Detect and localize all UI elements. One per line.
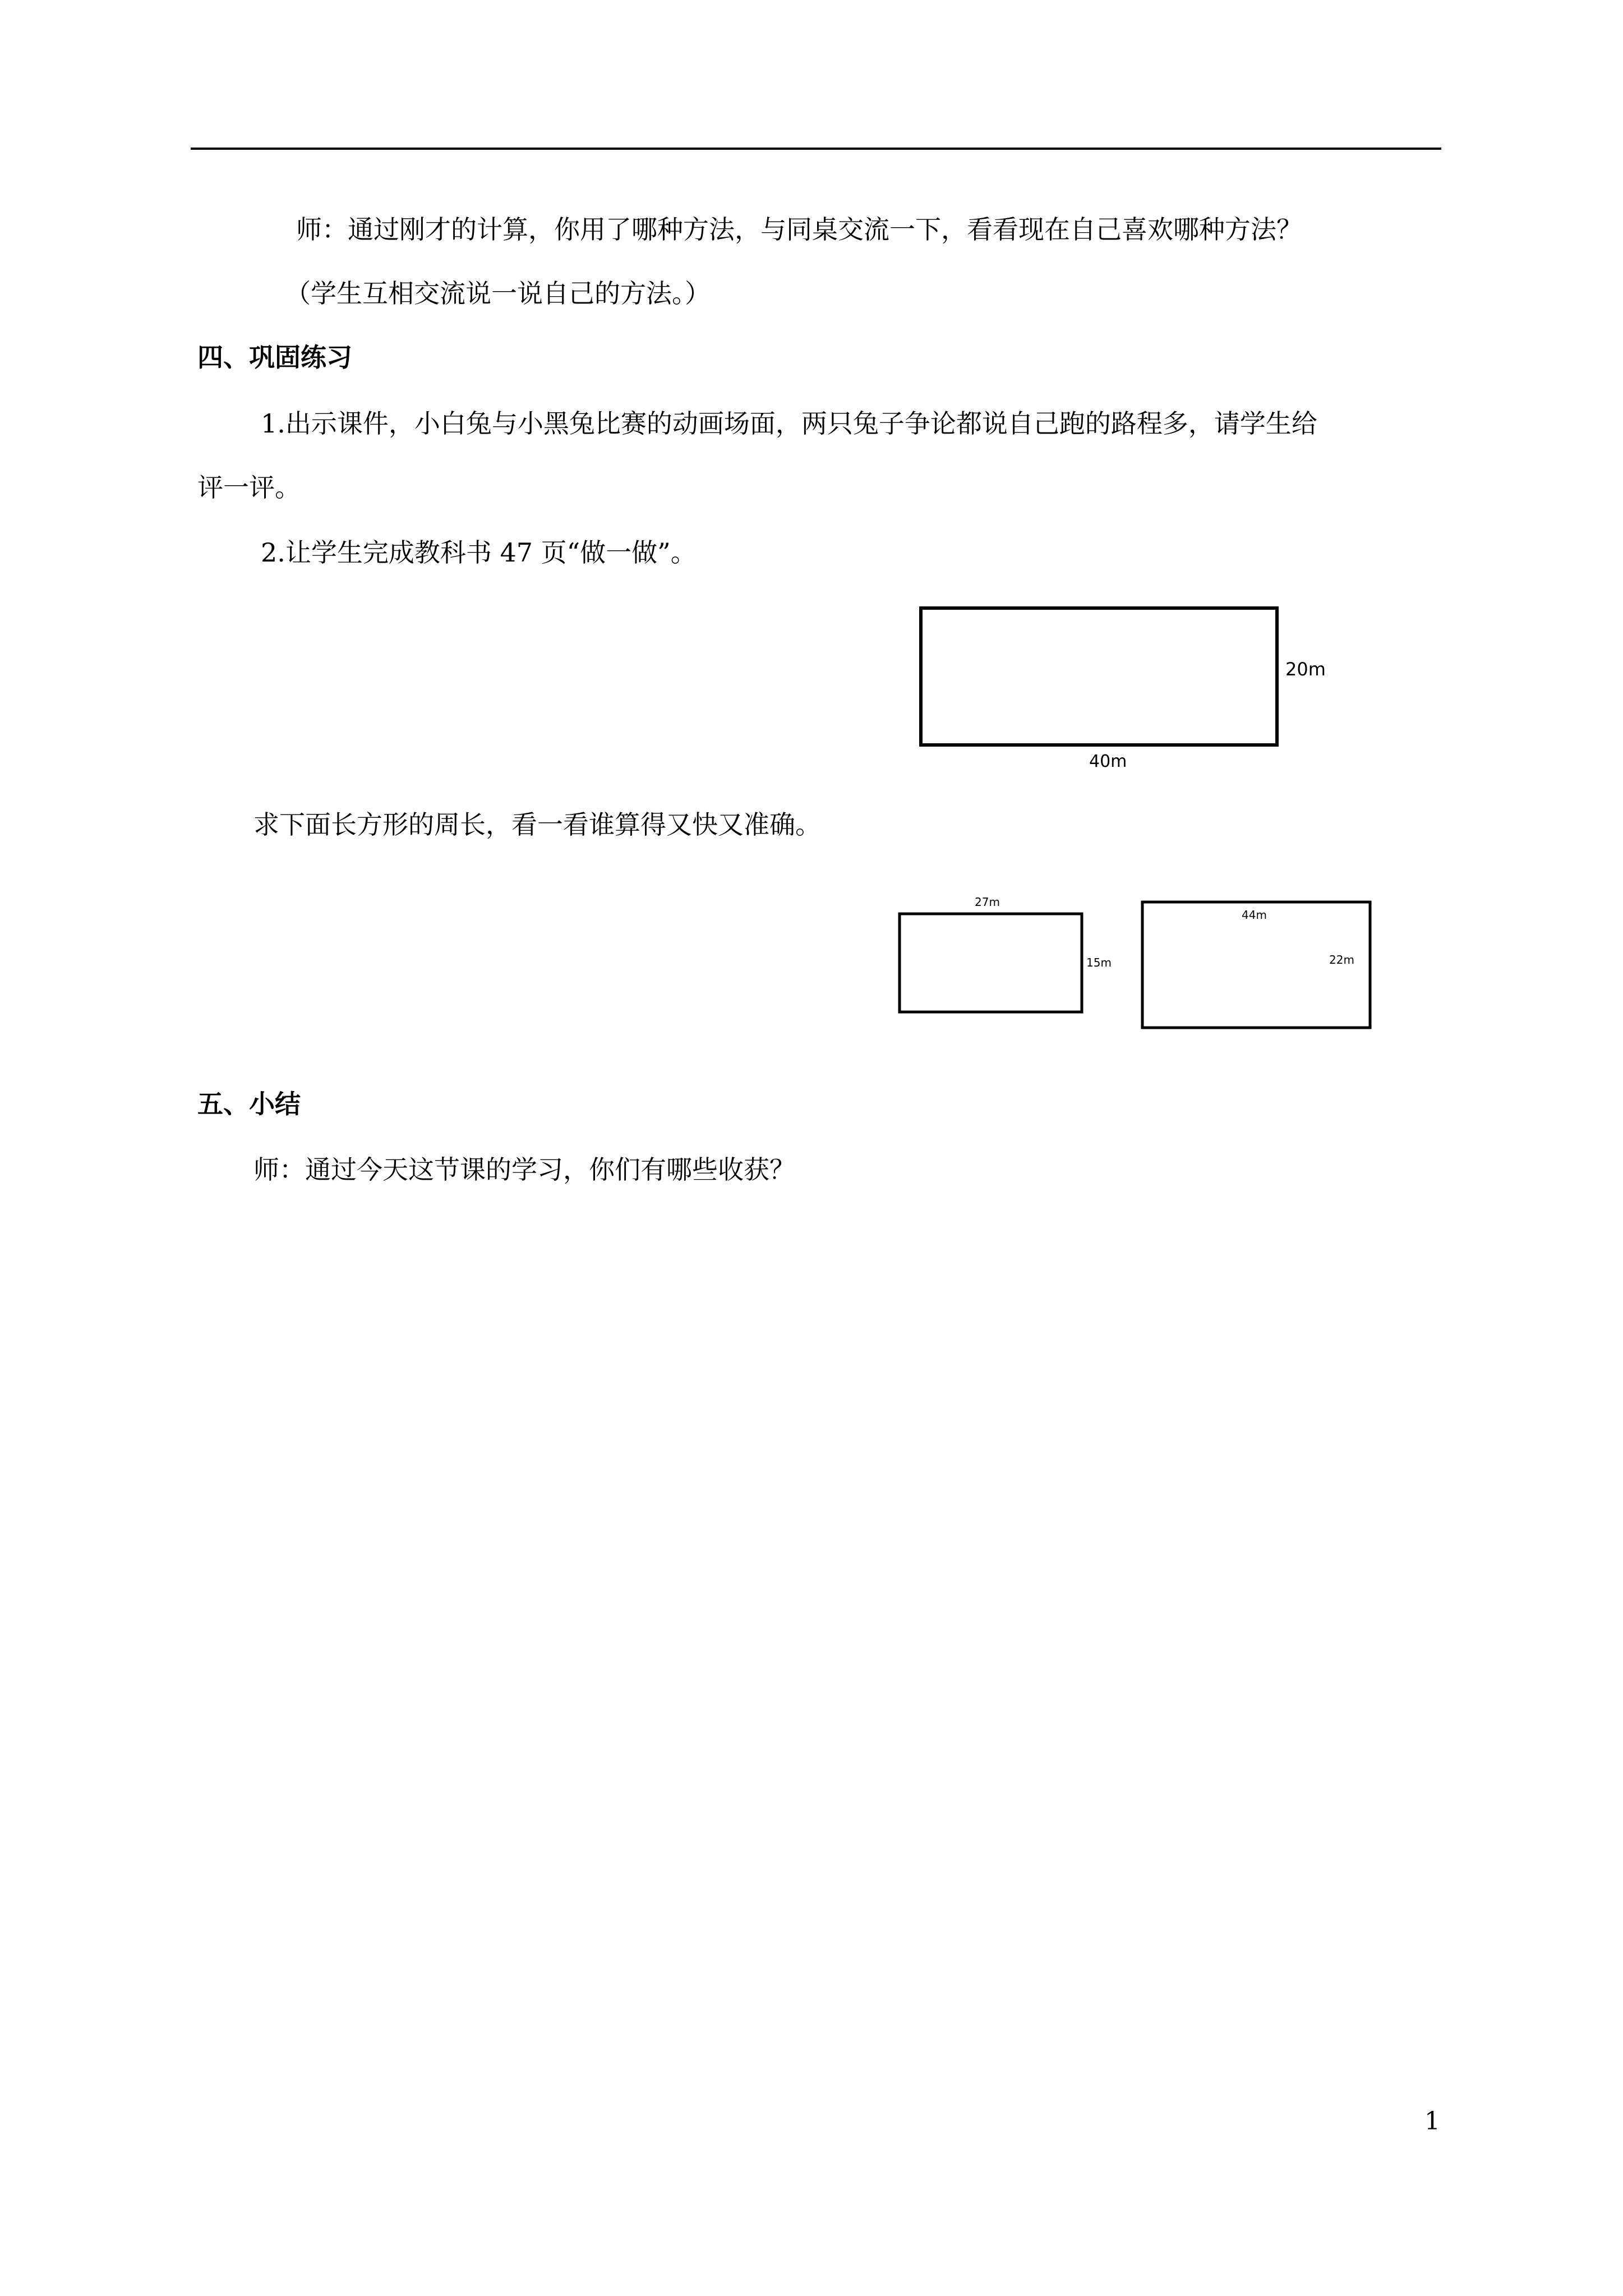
rectangle-figure-27x15 [886,886,1133,1021]
section-5-heading: 五、小结 [197,1089,301,1119]
student-exchange-note: （学生互相交流说一说自己的方法。） [285,278,711,309]
rectangle-figure-44x22 [1127,886,1374,1038]
page-number: 1 [1424,2107,1440,2136]
rectangle-figure-40x20 [897,595,1346,774]
length-label: 40m [1089,752,1127,771]
rectangle-shape [921,608,1277,745]
width-label: 15m [1086,956,1112,969]
header-rule [191,148,1441,150]
exercise-2: 2.让学生完成教科书 47 页“做一做”。 [261,537,697,568]
exercise-1-line-2: 评一评。 [197,472,301,503]
perimeter-task: 求下面长方形的周长，看一看谁算得又快又准确。 [253,809,821,840]
length-label: 44m [1242,908,1267,922]
rectangle-shape [900,914,1082,1012]
exercise-1-line-1: 1.出示课件，小白兔与小黑兔比赛的动画场面，两只兔子争论都说自己跑的路程多，请学生给 [261,408,1317,439]
length-label: 27m [975,895,1000,909]
width-label: 20m [1285,659,1326,680]
section-4-heading: 四、巩固练习 [197,342,352,372]
width-label: 22m [1329,953,1354,967]
teacher-question-methods: 师：通过刚才的计算，你用了哪种方法，与同桌交流一下，看看现在自己喜欢哪种方法？ [296,214,1302,245]
teacher-summary-question: 师：通过今天这节课的学习，你们有哪些收获？ [253,1154,795,1185]
